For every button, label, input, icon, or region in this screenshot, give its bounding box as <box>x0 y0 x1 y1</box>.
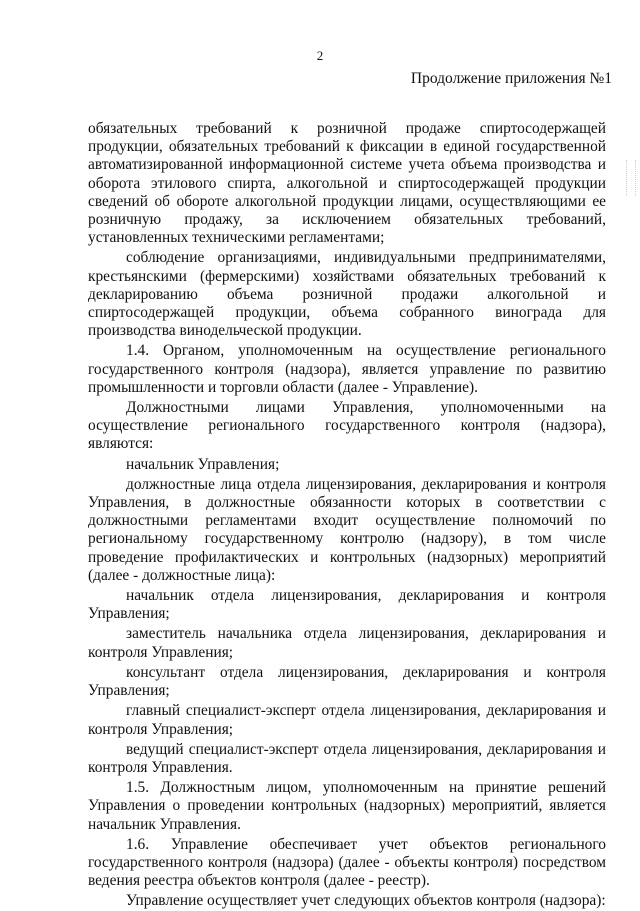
paragraph: 1.4. Органом, уполномоченным на осуществление регионального государственного контроля (надзора), является управление по развитию промышленности и торговли области (далее - Управление). <box>88 342 606 396</box>
paragraph: 1.6. Управление обеспечивает учет объектов регионального государственного контроля (надзора) (далее - объекты контроля) посредством ведения реестра объектов контроля (далее - реестр). <box>88 835 606 890</box>
paragraph: 1.5. Должностным лицом, уполномоченным на принятие решений Управления о проведении контрольных (надзорных) мероприятий, является начальник Управления. <box>88 779 606 833</box>
paragraph: Управление осуществляет учет следующих объектов контроля (надзора): <box>126 892 606 910</box>
paragraph: Должностными лицами Управления, уполномоченными на осуществление регионального государственного контроля (надзора), являются: <box>88 399 606 453</box>
page-number: 2 <box>316 48 324 63</box>
paragraph: ведущий специалист-эксперт отдела лицензирования, декларирования и контроля Управления. <box>88 740 606 776</box>
paragraph: главный специалист-эксперт отдела лицензирования, декларирования и контроля Управления; <box>88 702 606 738</box>
paragraph: начальник Управления; <box>126 455 280 473</box>
paragraph: обязательных требований к розничной продаже спиртосодержащей продукции, обязательных требований к фиксации в единой государственной автоматизированной информационной системе учета объема производства и оборота этилового спирта, алкогольной и спиртосодержащей продукции сведений об обороте алкогольной продукции лицами, осуществляющими ее розничную продажу, за исключением обязательных требований, установленных техническими регламентами; <box>88 120 606 247</box>
document-body <box>88 120 606 911</box>
margin-scan-mark <box>626 160 636 196</box>
paragraph: начальник отдела лицензирования, декларирования и контроля Управления; <box>88 587 606 623</box>
paragraph: консультант отдела лицензирования, декларирования и контроля Управления; <box>88 663 606 700</box>
paragraph: соблюдение организациями, индивидуальными предпринимателями, крестьянскими (фермерскими) хозяйствами обязательных требований к декларированию объема розничной продажи алкогольной и спиртосодержащей продукции, объема собранного винограда для производства винодельческой продукции. <box>88 249 606 340</box>
paragraph: должностные лица отдела лицензирования, декларирования и контроля Управления, в должностные обязанности которых в соответствии с должностными регламентами входит осуществление полномочий по региональному государственному контролю (надзору), в том числе проведение профилактических и контрольных (надзорных) мероприятий (далее - должностные лица): <box>88 475 606 584</box>
paragraph: заместитель начальника отдела лицензирования, декларирования и контроля Управления; <box>88 625 606 661</box>
appendix-continuation-header: Продолжение приложения №1 <box>410 70 612 87</box>
